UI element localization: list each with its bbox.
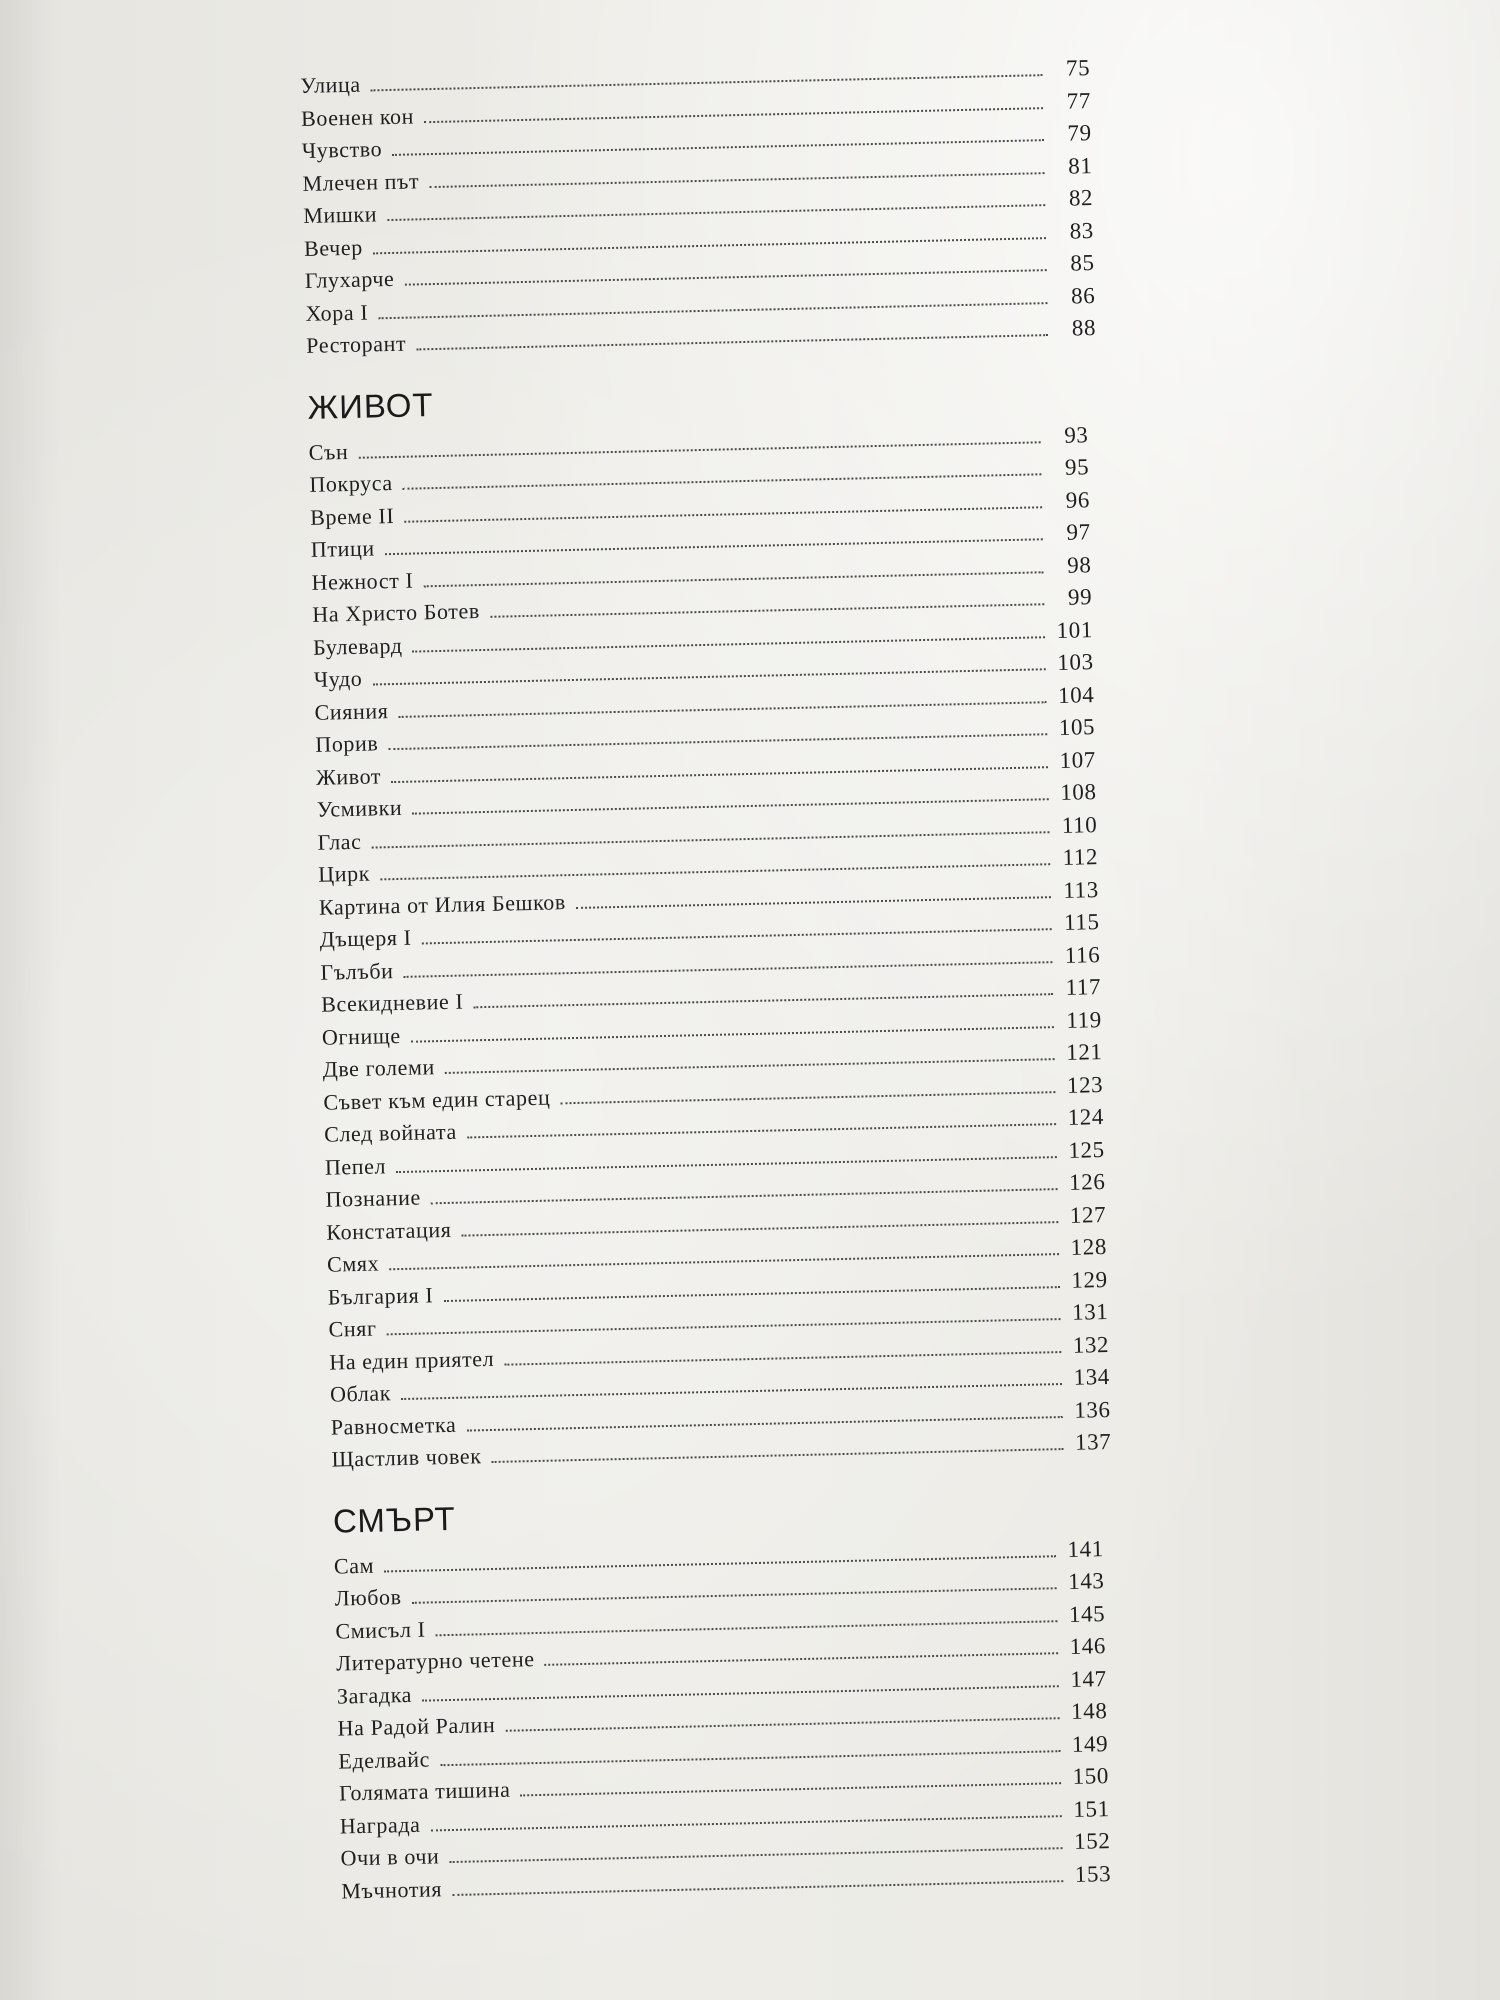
entry-title: Очи в очи xyxy=(340,1843,440,1871)
entry-page-number: 101 xyxy=(1056,616,1094,643)
entry-title: Вечер xyxy=(303,234,364,261)
entry-title: Време II xyxy=(309,502,395,530)
entry-page-number: 143 xyxy=(1067,1568,1105,1594)
entry-title: Смях xyxy=(326,1250,380,1277)
entry-title: Всекидневие I xyxy=(320,988,464,1017)
entry-page-number: 115 xyxy=(1063,909,1100,935)
entry-title: На Радой Ралин xyxy=(337,1711,496,1741)
entry-page-number: 123 xyxy=(1066,1071,1104,1098)
entry-title: Булевард xyxy=(312,632,403,660)
entry-page-number: 146 xyxy=(1069,1633,1107,1659)
entry-title: Еделвайс xyxy=(338,1745,431,1774)
entry-page-number: 124 xyxy=(1067,1104,1105,1130)
entry-page-number: 85 xyxy=(1070,250,1095,276)
entry-page-number: 77 xyxy=(1066,87,1092,114)
entry-page-number: 147 xyxy=(1070,1665,1107,1692)
entry-page-number: 132 xyxy=(1072,1331,1110,1358)
entry-title: Мишки xyxy=(303,201,378,228)
entry-page-number: 96 xyxy=(1065,486,1091,513)
entry-title: Гълъби xyxy=(320,957,394,985)
entry-page-number: 97 xyxy=(1066,519,1091,545)
entry-page-number: 134 xyxy=(1073,1363,1111,1390)
entry-page-number: 110 xyxy=(1061,811,1098,838)
entry-page-number: 121 xyxy=(1065,1039,1103,1065)
entry-page-number: 126 xyxy=(1068,1169,1106,1195)
entry-title: Военен кон xyxy=(300,102,415,131)
entry-page-number: 83 xyxy=(1069,217,1095,244)
entry-title: Награда xyxy=(339,1811,421,1839)
entry-title: Чувство xyxy=(301,136,383,163)
entry-page-number: 88 xyxy=(1071,315,1097,341)
entry-page-number: 153 xyxy=(1074,1860,1112,1887)
dot-leader xyxy=(545,1652,1058,1666)
entry-title: Сияния xyxy=(314,697,389,725)
entry-page-number: 136 xyxy=(1073,1396,1111,1423)
dot-leader xyxy=(521,1782,1062,1796)
entry-title: Облак xyxy=(329,1380,392,1407)
entry-title: Пепел xyxy=(324,1152,387,1180)
entry-title: Птици xyxy=(310,535,375,562)
dot-leader xyxy=(416,334,1048,350)
entry-page-number: 112 xyxy=(1062,844,1099,870)
entry-page-number: 145 xyxy=(1068,1600,1106,1627)
entry-page-number: 113 xyxy=(1063,876,1100,903)
entry-title: Порив xyxy=(315,730,379,757)
dot-leader xyxy=(576,896,1051,909)
entry-title: Съвет към един старец xyxy=(323,1084,551,1115)
section-title: ЖИВОТ xyxy=(307,385,434,426)
entry-page-number: 150 xyxy=(1072,1763,1110,1789)
entry-page-number: 129 xyxy=(1071,1266,1108,1293)
entry-title: Чудо xyxy=(313,665,363,692)
entry-page-number: 104 xyxy=(1057,681,1095,708)
dot-leader xyxy=(492,1448,1064,1463)
entry-page-number: 95 xyxy=(1064,454,1090,480)
entry-page-number: 151 xyxy=(1073,1795,1110,1822)
entry-title: Загадка xyxy=(336,1681,413,1709)
entry-page-number: 108 xyxy=(1059,779,1097,805)
entry-page-number: 86 xyxy=(1070,282,1096,309)
entry-page-number: 152 xyxy=(1073,1828,1111,1854)
entry-title: Улица xyxy=(300,71,362,98)
entry-title: Усмивки xyxy=(316,794,403,822)
dot-leader xyxy=(560,1091,1055,1104)
entry-page-number: 137 xyxy=(1074,1428,1112,1455)
entry-page-number: 103 xyxy=(1057,649,1094,675)
entry-title: Литературно четене xyxy=(335,1646,535,1676)
entry-title: След войната xyxy=(323,1118,458,1147)
entry-title: Глухарче xyxy=(304,265,395,293)
entry-title: Сняг xyxy=(328,1315,377,1342)
entry-page-number: 99 xyxy=(1067,584,1093,610)
entry-page-number: 98 xyxy=(1066,551,1092,578)
entry-title: България I xyxy=(327,1281,434,1310)
entry-page-number: 128 xyxy=(1070,1233,1108,1260)
entry-page-number: 81 xyxy=(1067,152,1093,179)
toc-section xyxy=(307,366,1152,1476)
entry-title: Картина от Илия Бешков xyxy=(318,888,567,920)
entry-title: Цирк xyxy=(317,860,371,887)
toc-section xyxy=(332,1480,1161,1908)
entry-title: Смисъл I xyxy=(335,1616,426,1644)
entry-title: Ресторант xyxy=(305,330,407,358)
entry-title: Млечен път xyxy=(302,167,420,196)
entry-title: Щастлив човек xyxy=(331,1443,482,1472)
table-of-contents xyxy=(300,51,1161,1907)
entry-title: Нежност I xyxy=(311,567,414,595)
entry-page-number: 79 xyxy=(1067,120,1092,146)
entry-page-number: 148 xyxy=(1070,1698,1108,1724)
entry-page-number: 82 xyxy=(1068,185,1094,211)
entry-page-number: 141 xyxy=(1067,1535,1105,1562)
entry-page-number: 127 xyxy=(1069,1201,1107,1228)
dot-leader xyxy=(452,1880,1063,1896)
section-title: СМЪРТ xyxy=(332,1499,457,1540)
entry-title: Сам xyxy=(333,1552,375,1579)
entry-title: Хора I xyxy=(305,299,369,326)
entry-page-number: 131 xyxy=(1071,1298,1109,1325)
entry-page-number: 105 xyxy=(1058,714,1096,740)
entry-title: На един приятел xyxy=(329,1345,495,1375)
entry-title: Познание xyxy=(325,1184,422,1212)
entry-title: Живот xyxy=(315,762,382,790)
entry-title: Равносметка xyxy=(330,1411,457,1440)
entry-title: Сън xyxy=(308,438,349,465)
entry-title: Констатация xyxy=(326,1216,452,1245)
entry-title: Огнище xyxy=(321,1022,401,1050)
entry-page-number: 119 xyxy=(1066,1006,1103,1033)
entry-title: Голямата тишина xyxy=(338,1776,511,1806)
entry-page-number: 75 xyxy=(1065,55,1091,81)
entry-page-number: 149 xyxy=(1071,1730,1109,1757)
entry-title: На Христо Ботев xyxy=(312,598,481,627)
entry-title: Дъщеря I xyxy=(319,924,412,952)
entry-page-number: 125 xyxy=(1068,1136,1105,1163)
entry-title: Мъчнотия xyxy=(341,1875,443,1904)
entry-page-number: 117 xyxy=(1065,974,1102,1000)
page-shadow xyxy=(0,0,60,2000)
entry-title: Покруса xyxy=(309,470,393,497)
entry-page-number: 116 xyxy=(1064,941,1101,968)
entry-title: Любов xyxy=(334,1584,402,1611)
entry-page-number: 107 xyxy=(1059,746,1097,773)
entry-title: Глас xyxy=(317,828,362,855)
entry-page-number: 93 xyxy=(1063,421,1089,448)
entry-title: Две големи xyxy=(322,1054,436,1082)
toc-section xyxy=(300,51,1126,362)
